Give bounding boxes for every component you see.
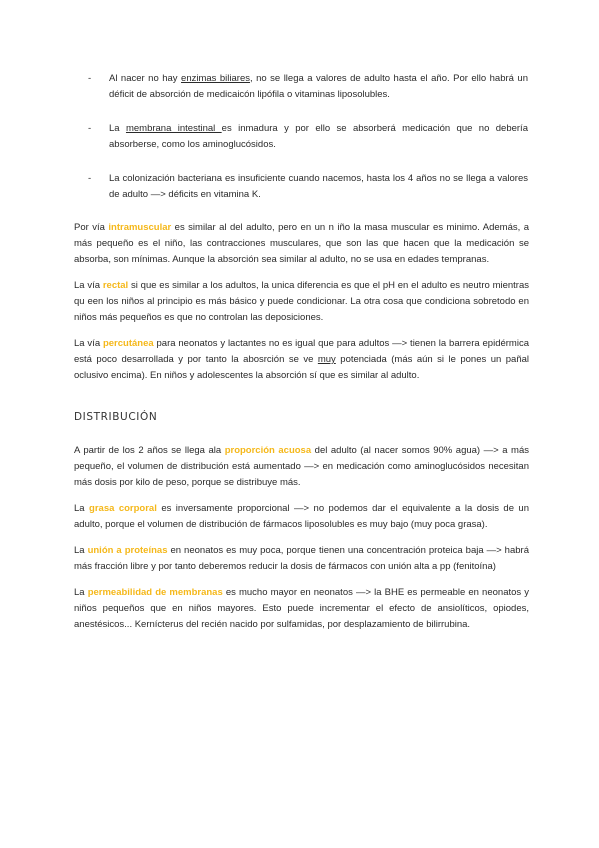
text-run: A partir de los 2 años se llega ala [74,445,225,456]
paragraph-intramuscular [74,220,529,268]
bullet-text [109,121,528,153]
highlight-term: unión a proteínas [87,545,168,556]
highlight-term: percutánea [102,338,154,349]
text-run: es inmadura y por ello se absorberá medicación que no debería absorberse, como los aminoglucósidos. [109,123,528,150]
bullet-dash: - [88,173,92,184]
text-run: La [74,503,90,514]
highlight-term: rectal [102,280,129,291]
paragraph-percutanea [74,336,529,384]
highlight-term: intramuscular [108,222,172,233]
underlined-term: membrana intestinal [125,123,222,134]
highlight-term: proporción acuosa [224,445,312,456]
paragraph-permeabilidad [74,585,529,633]
text-run: si que es similar a los adultos, la unica diferencia es que el pH en el adulto es neutro mientras qu een los niños al principio es más básico y puede condicionar. La otra cosa que condiciona sobretodo en niños más pequeños es que no controlan las deposiciones. [74,280,529,323]
underlined-term: muy [317,354,336,365]
highlight-term: permeabilidad de membranas [87,587,223,598]
text-run: para neonatos y lactantes no es igual que para adultos —> tienen la barrera epidérmica está poco desarrollada y por tanto la abosrción se ve [74,338,529,365]
section-heading: DISTRIBUCIÓN [74,411,158,423]
text-run: , no se llega a valores de adulto hasta el año. Por ello habrá un déficit de absorción de medicaicón lipófila o vitaminas liposolubles. [109,73,528,100]
paragraph-rectal [74,278,529,326]
text-run: La [74,545,88,556]
bullet-text: La colonización bacteriana es insuficiente cuando nacemos, hasta los 4 años no se llega a valores de adulto —> déficits en vitamina K. [109,173,528,200]
text-run: La [74,587,88,598]
text-run: Por vía [74,222,109,233]
bullet-dash: - [88,123,92,134]
text-run: La [109,123,126,134]
bullet-text [109,71,528,103]
text-run: Al nacer no hay [109,73,182,84]
absorption-section [74,220,529,394]
list-item [88,171,528,203]
text-run: La vía [74,280,103,291]
paragraph-union-proteinas [74,543,529,575]
text-run: en neonatos es muy poca, porque tienen una concentración proteica baja —> habrá más fracción libre y por tanto deberemos reducir la dosis de fármacos con unión alta a pp (fenitoína) [74,545,529,572]
bullet-dash: - [88,73,92,84]
distribution-section [74,443,529,643]
highlight-term: grasa corporal [89,503,157,514]
text-run: del adulto (al nacer somos 90% agua) —> a más pequeño, el volumen de distribución está aumentado —> en medicación como aminoglucósidos necesitan más dosis por kilo de peso, porque se distribuye más. [74,445,529,488]
text-run: es similar al del adulto, pero en un n iño la masa muscular es minimo. Además, a más pequeño es el niño, las contracciones musculares, que son las que hacen que la medicación se absorba, son mínimas. Aunque la absorción sea similar al adulto, no se usa en edades tempranas. [74,222,529,265]
text-run: es inversamente proporcional —> no podemos dar el equivalente a la dosis de un adulto, porque el volumen de distribución de fármacos liposolubles es muy bajo (muy poca grasa). [74,503,530,530]
paragraph-proporcion-acuosa [74,443,529,491]
bullet-list [88,71,528,221]
paragraph-grasa-corporal [74,501,529,533]
text-run: La vía [74,338,103,349]
list-item [88,71,528,103]
list-item [88,121,528,153]
underlined-term: enzimas biliares [181,73,250,84]
text-run: es mucho mayor en neonatos —> la BHE es permeable en neonatos y niños pequeños que en niños mayores. Esto puede incrementar el efecto de ansiolíticos, opiodes, anestésicos... Kernícterus del recién nacido por sulfamidas, por desplazamiento de bilirrubina. [74,587,530,630]
text-run: potenciada (más aún si le pones un pañal oclusivo encima). En niños y adolescentes la absorción sí que es similar al adulto. [74,354,530,381]
